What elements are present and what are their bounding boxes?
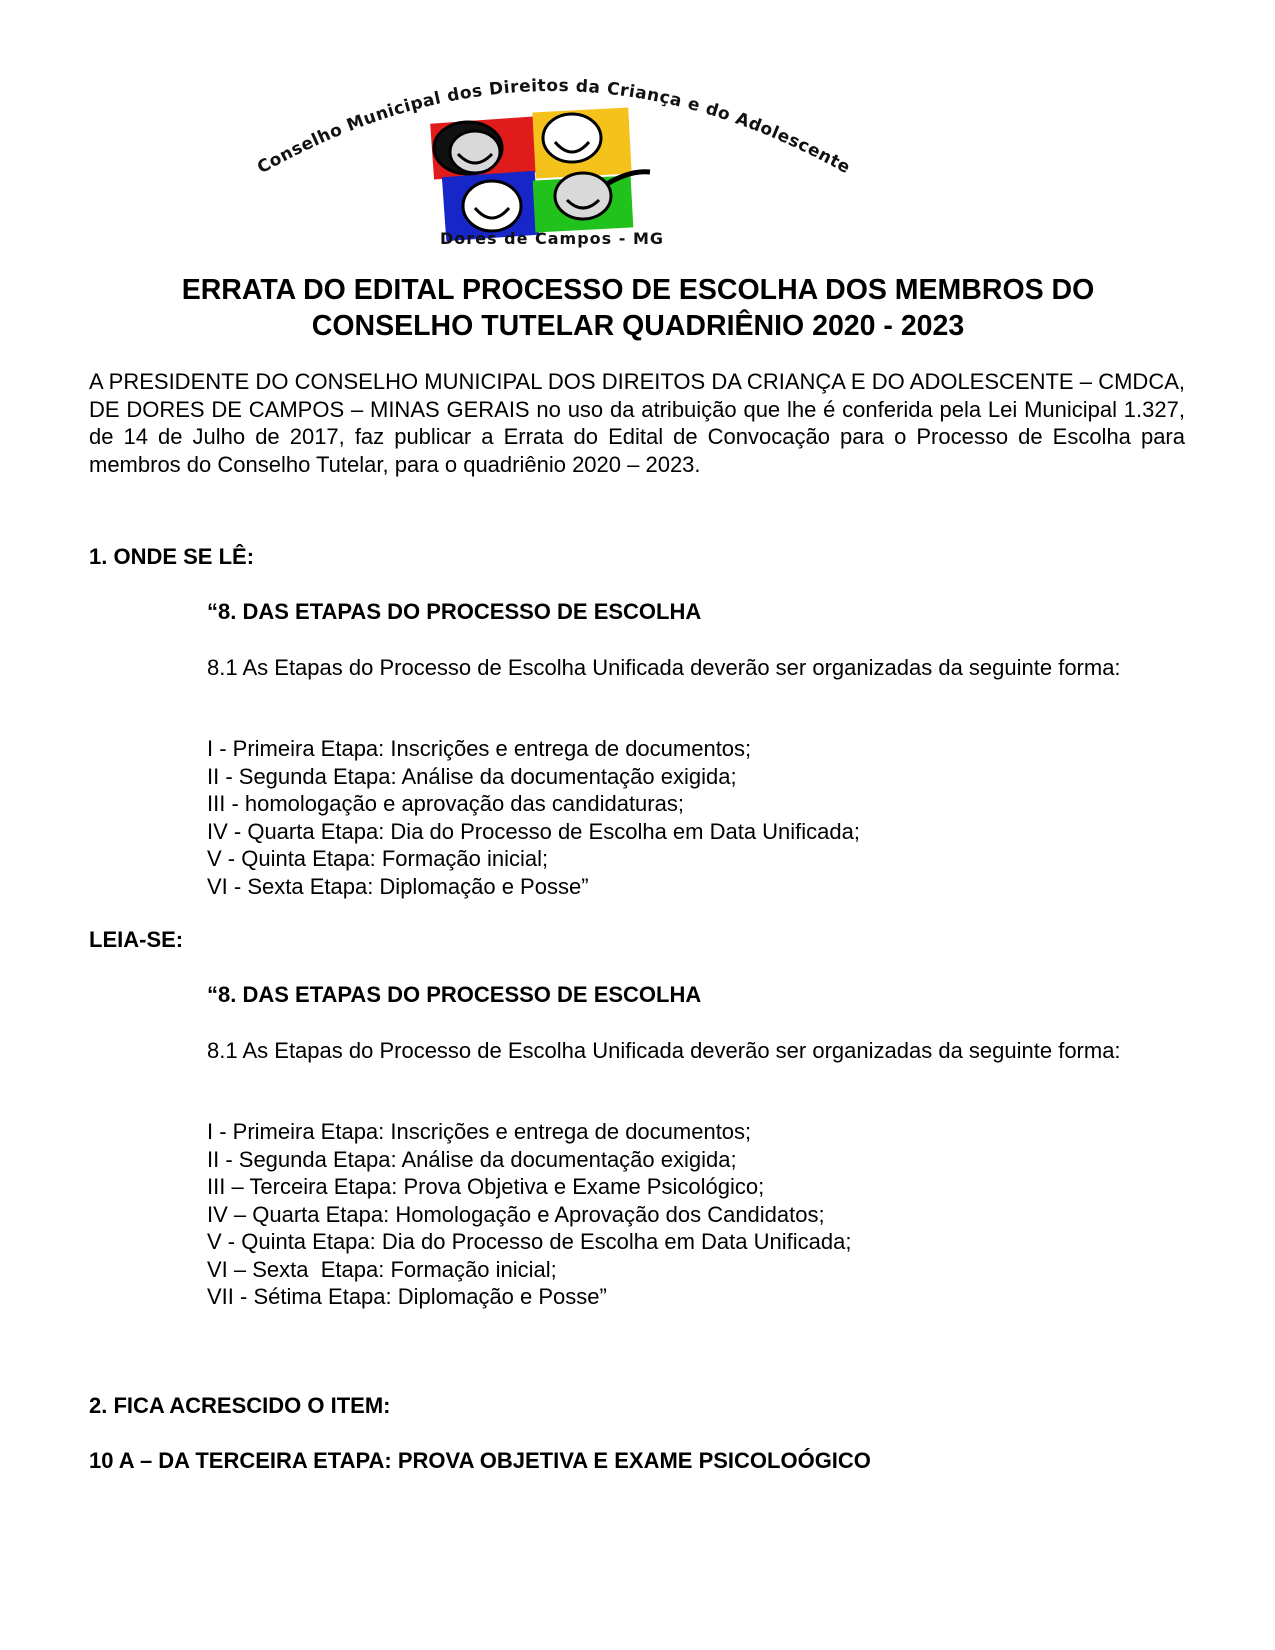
intro-rest: no uso da atribuição que lhe é conferida pela Lei Municipal 1.327, de 14 de Julho de 2017, faz publicar a Errata do Edital de Convocação para o Processo de Escolha para membros do Conselho Tutelar, para o quadriênio 2020 – 2023. bbox=[89, 396, 1185, 477]
original-items-list bbox=[207, 735, 1185, 900]
list-item: VII - Sétima Etapa: Diplomação e Posse” bbox=[207, 1284, 607, 1309]
list-item: IV - Quarta Etapa: Dia do Processo de Escolha em Data Unificada; bbox=[207, 818, 860, 844]
corrected-items-list bbox=[207, 1118, 1185, 1311]
list-item: VI – Sexta Etapa: Formação inicial; bbox=[207, 1256, 557, 1282]
list-item: I - Primeira Etapa: Inscrições e entrega de documentos; bbox=[207, 736, 752, 761]
list-item: II - Segunda Etapa: Análise da documentação exigida; bbox=[207, 1146, 737, 1172]
document-title bbox=[89, 272, 1187, 344]
original-paragraph: 8.1 As Etapas do Processo de Escolha Unificada deverão ser organizadas da seguinte forma: bbox=[207, 655, 1121, 680]
intro-caps: A PRESIDENTE DO CONSELHO MUNICIPAL DOS DIREITOS DA CRIANÇA E DO ADOLESCENTE – CMDCA, DE DORES DE CAMPOS – MINAS GERAIS bbox=[89, 369, 1185, 422]
title-line-2: CONSELHO TUTELAR QUADRIÊNIO 2020 - 2023 bbox=[311, 310, 965, 342]
intro-paragraph bbox=[89, 368, 1185, 478]
title-line-1: ERRATA DO EDITAL PROCESSO DE ESCOLHA DOS MEMBROS DO bbox=[181, 274, 1095, 306]
section-1-heading: 1. ONDE SE LÊ: bbox=[89, 544, 255, 569]
cmdca-logo bbox=[232, 66, 902, 248]
list-item: II - Segunda Etapa: Análise da documentação exigida; bbox=[207, 763, 737, 789]
corrected-paragraph: 8.1 As Etapas do Processo de Escolha Unificada deverão ser organizadas da seguinte forma: bbox=[207, 1038, 1121, 1063]
corrected-subheading: “8. DAS ETAPAS DO PROCESSO DE ESCOLHA bbox=[207, 982, 702, 1007]
list-item: V - Quinta Etapa: Formação inicial; bbox=[207, 846, 549, 871]
logo-arc-text: Conselho Municipal dos Direitos da Criança e do Adolescente bbox=[254, 75, 854, 179]
original-subheading: “8. DAS ETAPAS DO PROCESSO DE ESCOLHA bbox=[207, 599, 702, 624]
list-item: V - Quinta Etapa: Dia do Processo de Escolha em Data Unificada; bbox=[207, 1229, 852, 1254]
read-as-heading: LEIA-SE: bbox=[89, 927, 184, 952]
list-item: I - Primeira Etapa: Inscrições e entrega de documentos; bbox=[207, 1119, 752, 1144]
list-item: III - homologação e aprovação das candidaturas; bbox=[207, 791, 684, 816]
section-2-item-heading: 10 A – DA TERCEIRA ETAPA: PROVA OBJETIVA E EXAME PSICOLOÓGICO bbox=[89, 1448, 871, 1473]
list-item: VI - Sexta Etapa: Diplomação e Posse” bbox=[207, 873, 589, 899]
logo-caption: Dores de Campos - MG bbox=[440, 229, 664, 248]
logo-graphic bbox=[232, 66, 902, 248]
section-2-heading: 2. FICA ACRESCIDO O ITEM: bbox=[89, 1393, 391, 1418]
list-item: IV – Quarta Etapa: Homologação e Aprovação dos Candidatos; bbox=[207, 1201, 825, 1227]
list-item: III – Terceira Etapa: Prova Objetiva e Exame Psicológico; bbox=[207, 1174, 765, 1199]
